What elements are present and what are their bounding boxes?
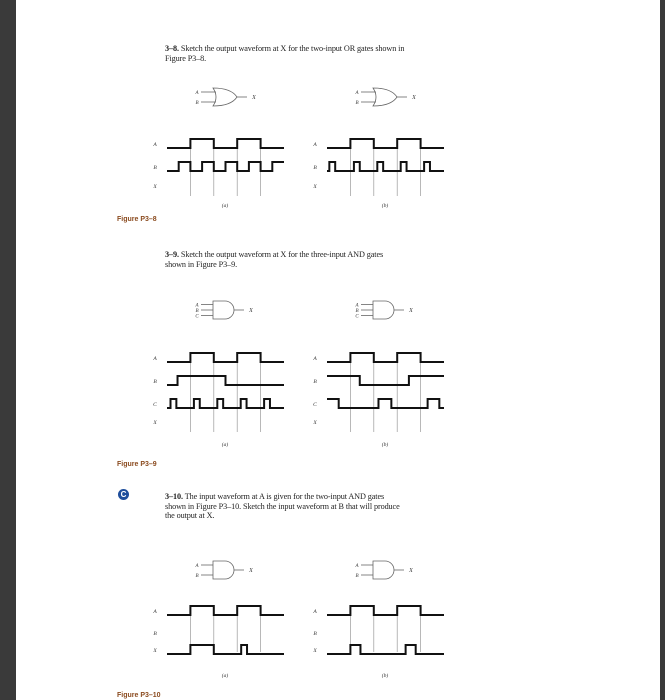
- figure-label: Figure P3–8: [117, 216, 157, 223]
- gate-output-label: X: [409, 308, 413, 314]
- panel-label: (a): [221, 673, 229, 679]
- gate-input-label: C: [355, 314, 359, 320]
- problem-line: the output at X.: [165, 511, 215, 520]
- gate-input-label: B: [195, 101, 199, 106]
- gate-input-label: C: [195, 314, 199, 320]
- problem-line: shown in Figure P3–9.: [165, 259, 238, 269]
- gate-output-label: X: [409, 568, 413, 574]
- and-gate-symbol: [373, 561, 394, 579]
- signal-label-a: A: [153, 356, 157, 362]
- and-gate-symbol: [213, 561, 234, 579]
- gate-input-label: B: [355, 574, 359, 579]
- waveform-b: [327, 162, 444, 171]
- signal-label-c: C: [153, 402, 157, 408]
- waveform-x: [167, 645, 284, 654]
- gate-input-label: B: [355, 101, 359, 106]
- problem-line: shown in Figure P3–10. Sketch the input waveform at B that will produce: [165, 501, 400, 511]
- gate-input-label: B: [195, 574, 199, 579]
- panel-label: (b): [381, 442, 389, 448]
- signal-label-b: B: [313, 165, 317, 171]
- signal-label-b: B: [313, 379, 317, 385]
- panel-label: (a): [221, 442, 229, 448]
- signal-label-x: X: [313, 420, 317, 426]
- panel-label: (b): [381, 673, 389, 679]
- signal-label-c: C: [313, 402, 317, 408]
- gate-output-label: X: [249, 308, 253, 314]
- panel-label: (b): [381, 203, 389, 209]
- problem-number: 3–8.: [165, 44, 179, 53]
- or-gate-symbol: [213, 88, 237, 106]
- signal-label-b: B: [313, 631, 317, 637]
- waveform-a: [167, 139, 284, 148]
- waveform-a: [327, 353, 444, 362]
- gate-input-label: A: [195, 91, 199, 96]
- gate-input-label: A: [195, 564, 199, 569]
- signal-label-b: B: [153, 631, 157, 637]
- problem-number: 3–10.: [165, 492, 183, 501]
- signal-label-b: B: [153, 165, 157, 171]
- gate-output-label: X: [412, 95, 416, 101]
- gate-input-label: A: [355, 303, 359, 309]
- waveform-b: [167, 162, 284, 171]
- gate-input-label: A: [195, 303, 199, 309]
- signal-label-x: X: [153, 420, 157, 426]
- signal-label-a: A: [153, 609, 157, 615]
- gate-input-label: A: [355, 564, 359, 569]
- gate-output-label: X: [249, 568, 253, 574]
- challenge-icon: C: [118, 489, 129, 500]
- figure-label: Figure P3–10: [117, 692, 161, 699]
- waveform-a: [327, 606, 444, 615]
- signal-label-x: X: [153, 648, 157, 654]
- panel-label: (a): [221, 203, 229, 209]
- waveform-b: [327, 376, 444, 385]
- waveform-c: [167, 399, 284, 408]
- and-gate-symbol: [373, 301, 394, 319]
- signal-label-a: A: [313, 356, 317, 362]
- and-gate-symbol: [213, 301, 234, 319]
- waveform-a: [167, 353, 284, 362]
- waveform-a: [327, 139, 444, 148]
- waveform-b: [167, 376, 284, 385]
- gate-output-label: X: [252, 95, 256, 101]
- gate-input-label: B: [195, 309, 199, 314]
- problem-line: The input waveform at A is given for the two-input AND gates: [184, 492, 385, 501]
- signal-label-a: A: [313, 609, 317, 615]
- figure-label: Figure P3–9: [117, 461, 157, 468]
- gate-input-label: A: [355, 91, 359, 96]
- signal-label-a: A: [153, 142, 157, 148]
- problem-number: 3–9.: [165, 250, 179, 259]
- signal-label-x: X: [153, 184, 157, 190]
- waveform-c: [327, 399, 444, 408]
- or-gate-symbol: [373, 88, 397, 106]
- waveform-x: [327, 645, 444, 654]
- problem-line: Figure P3–8.: [165, 53, 207, 63]
- signal-label-x: X: [313, 184, 317, 190]
- waveform-a: [167, 606, 284, 615]
- gate-input-label: B: [355, 309, 359, 314]
- signal-label-a: A: [313, 142, 317, 148]
- signal-label-b: B: [153, 379, 157, 385]
- problem-line: Sketch the output waveform at X for the three-input AND gates: [180, 250, 384, 259]
- problem-line: Sketch the output waveform at X for the two-input OR gates shown in: [180, 44, 405, 53]
- signal-label-x: X: [313, 648, 317, 654]
